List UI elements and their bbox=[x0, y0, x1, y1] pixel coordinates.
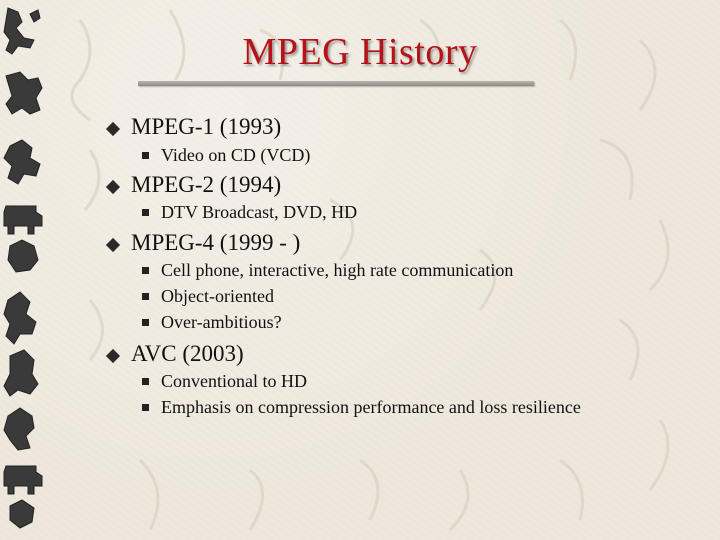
decorative-figure-band bbox=[0, 0, 48, 540]
sub-bullet-text: Video on CD (VCD) bbox=[161, 145, 311, 165]
square-bullet-icon bbox=[142, 378, 149, 385]
square-bullet-icon bbox=[142, 152, 149, 159]
sub-bullet-text: Cell phone, interactive, high rate communication bbox=[161, 260, 514, 280]
title-underline bbox=[138, 81, 534, 86]
sub-bullet-text: DTV Broadcast, DVD, HD bbox=[161, 202, 358, 222]
bullet-heading: MPEG-4 (1999 - ) bbox=[131, 230, 301, 255]
square-bullet-icon bbox=[142, 404, 149, 411]
square-bullet-icon bbox=[142, 267, 149, 274]
bullet-heading: AVC (2003) bbox=[131, 341, 244, 366]
diamond-bullet-icon bbox=[106, 122, 120, 136]
sub-bullet-text: Emphasis on compression performance and loss resilience bbox=[161, 397, 581, 417]
sub-bullet-text: Over-ambitious? bbox=[161, 312, 282, 332]
square-bullet-icon bbox=[142, 209, 149, 216]
slide-title: MPEG History bbox=[242, 31, 478, 73]
diamond-bullet-icon bbox=[106, 180, 120, 194]
sub-bullet-text: Conventional to HD bbox=[161, 371, 307, 391]
square-bullet-icon bbox=[142, 319, 149, 326]
bullet-heading: MPEG-1 (1993) bbox=[131, 114, 282, 139]
bullet-heading: MPEG-2 (1994) bbox=[131, 172, 282, 197]
square-bullet-icon bbox=[142, 293, 149, 300]
diamond-bullet-icon bbox=[106, 349, 120, 363]
sub-bullet-text: Object-oriented bbox=[161, 286, 274, 306]
diamond-bullet-icon bbox=[106, 238, 120, 252]
